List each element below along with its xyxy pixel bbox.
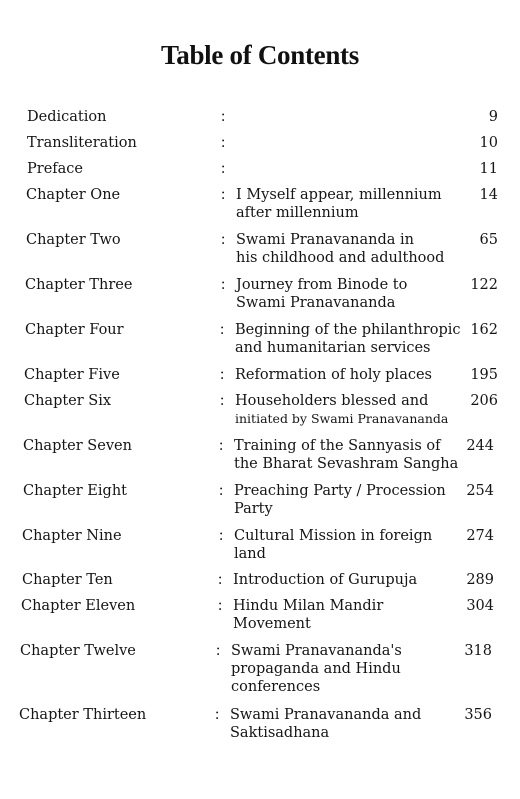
toc-entry-description-line: Swami Pranavananda's	[231, 643, 402, 659]
toc-entry-page: 9	[488, 109, 498, 125]
page-title: Table of Contents	[161, 40, 359, 70]
toc-entry-label: Chapter Eleven	[21, 598, 136, 614]
toc-entry-description	[230, 706, 421, 742]
toc-entry-page: 162	[470, 322, 498, 338]
toc-entry-label: Chapter Twelve	[20, 643, 136, 659]
toc-entry-colon: :	[218, 597, 223, 614]
toc-entry-colon: :	[219, 437, 224, 454]
toc-entry-colon: :	[220, 321, 225, 338]
toc-entry-page: 14	[479, 187, 498, 203]
toc-entry-description-line: Swami Pranavananda in	[236, 232, 414, 248]
toc-entry-colon: :	[218, 571, 223, 588]
toc-entry-page: 244	[466, 438, 494, 454]
toc-entry-label: Dedication	[27, 109, 107, 125]
toc-entry-description-line: Introduction of Gurupuja	[233, 572, 418, 588]
toc-entry-label: Chapter One	[26, 187, 121, 203]
toc-entry-description	[233, 571, 417, 589]
toc-entry-description-line: and humanitarian services	[235, 340, 431, 356]
toc-entry-label: Chapter Four	[25, 322, 124, 338]
toc-entry-label: Chapter Three	[25, 277, 133, 293]
toc-entry-description-line: the Bharat Sevashram Sangha	[234, 456, 459, 472]
toc-entry-page: 304	[466, 598, 494, 614]
toc-entry-label: Chapter Five	[24, 367, 120, 383]
toc-entry-description-line: land	[234, 546, 266, 562]
toc-entry-description-line: Training of the Sannyasis of	[234, 438, 441, 454]
toc-entry-label: Chapter Eight	[23, 483, 127, 499]
toc-entry-colon: :	[215, 706, 220, 723]
toc-entry-description	[231, 642, 402, 696]
toc-entry-description-line: initiated by Swami Pranavananda	[235, 411, 449, 426]
toc-entry-description	[234, 527, 432, 563]
toc-entry-colon: :	[220, 366, 225, 383]
toc-entry-colon: :	[221, 186, 226, 203]
toc-entry-description-line: I Myself appear, millennium	[236, 187, 442, 203]
toc-entry-description	[236, 186, 442, 222]
toc-entry-colon: :	[221, 276, 226, 293]
toc-entry-label: Transliteration	[27, 135, 137, 151]
toc-entry-description	[234, 437, 458, 473]
toc-entry-description-line: Movement	[233, 616, 311, 632]
toc-entry-label: Chapter Seven	[23, 438, 132, 454]
toc-entry-page: 65	[479, 232, 498, 248]
toc-entry-description	[236, 231, 444, 267]
toc-entry-description-line: Swami Pranavananda and	[230, 707, 422, 723]
toc-entry-description	[236, 276, 407, 312]
toc-entry-description-line: Reformation of holy places	[235, 367, 432, 383]
toc-entry-colon: :	[221, 160, 226, 177]
toc-entry-description-line: Party	[234, 501, 273, 517]
toc-entry-label: Chapter Nine	[22, 528, 122, 544]
toc-entry-page: 195	[470, 367, 498, 383]
toc-entry-colon: :	[219, 482, 224, 499]
toc-entry-label: Preface	[27, 161, 83, 177]
toc-entry-label: Chapter Two	[26, 232, 121, 248]
toc-entry-description	[235, 366, 432, 384]
toc-entry-description-line: Beginning of the philanthropic	[235, 322, 461, 338]
toc-entry-page: 122	[470, 277, 498, 293]
toc-entry-page: 11	[479, 161, 498, 177]
toc-entry-description-line: Saktisadhana	[230, 725, 330, 741]
toc-entry-description-line: Hindu Milan Mandir	[233, 598, 384, 614]
toc-entry-label: Chapter Six	[24, 393, 112, 409]
toc-entry-colon: :	[220, 392, 225, 409]
toc-entry-colon: :	[219, 527, 224, 544]
toc-entry-description-line: Householders blessed and	[235, 393, 429, 409]
toc-entry-page: 274	[466, 528, 494, 544]
toc-entry-description-line: after millennium	[236, 205, 359, 221]
toc-entry-description-line: Preaching Party / Procession	[234, 483, 446, 499]
toc-entry-page: 289	[466, 572, 494, 588]
toc-entry-description-line: his childhood and adulthood	[236, 250, 445, 266]
toc-entry-page: 206	[470, 393, 498, 409]
toc-entry-description-line: Journey from Binode to	[236, 277, 408, 293]
toc-entry-page: 318	[464, 643, 492, 659]
toc-entry-page: 10	[479, 135, 498, 151]
toc-entry-description-line: Swami Pranavananda	[236, 295, 396, 311]
toc-entry-colon: :	[221, 134, 226, 151]
toc-entry-description-line: conferences	[231, 679, 321, 695]
toc-entry-description	[235, 392, 448, 428]
toc-entry-colon: :	[216, 642, 221, 659]
toc-entry-colon: :	[221, 231, 226, 248]
toc-entry-colon: :	[221, 108, 226, 125]
toc-entry-description	[235, 321, 461, 357]
toc-entry-page: 356	[464, 707, 492, 723]
toc-entry-description-line: propaganda and Hindu	[231, 661, 401, 677]
toc-entry-label: Chapter Ten	[22, 572, 113, 588]
toc-entry-description-line: Cultural Mission in foreign	[234, 528, 433, 544]
toc-entry-page: 254	[466, 483, 494, 499]
toc-entry-description	[234, 482, 446, 518]
toc-entry-label: Chapter Thirteen	[19, 707, 147, 723]
toc-entry-description	[233, 597, 383, 633]
